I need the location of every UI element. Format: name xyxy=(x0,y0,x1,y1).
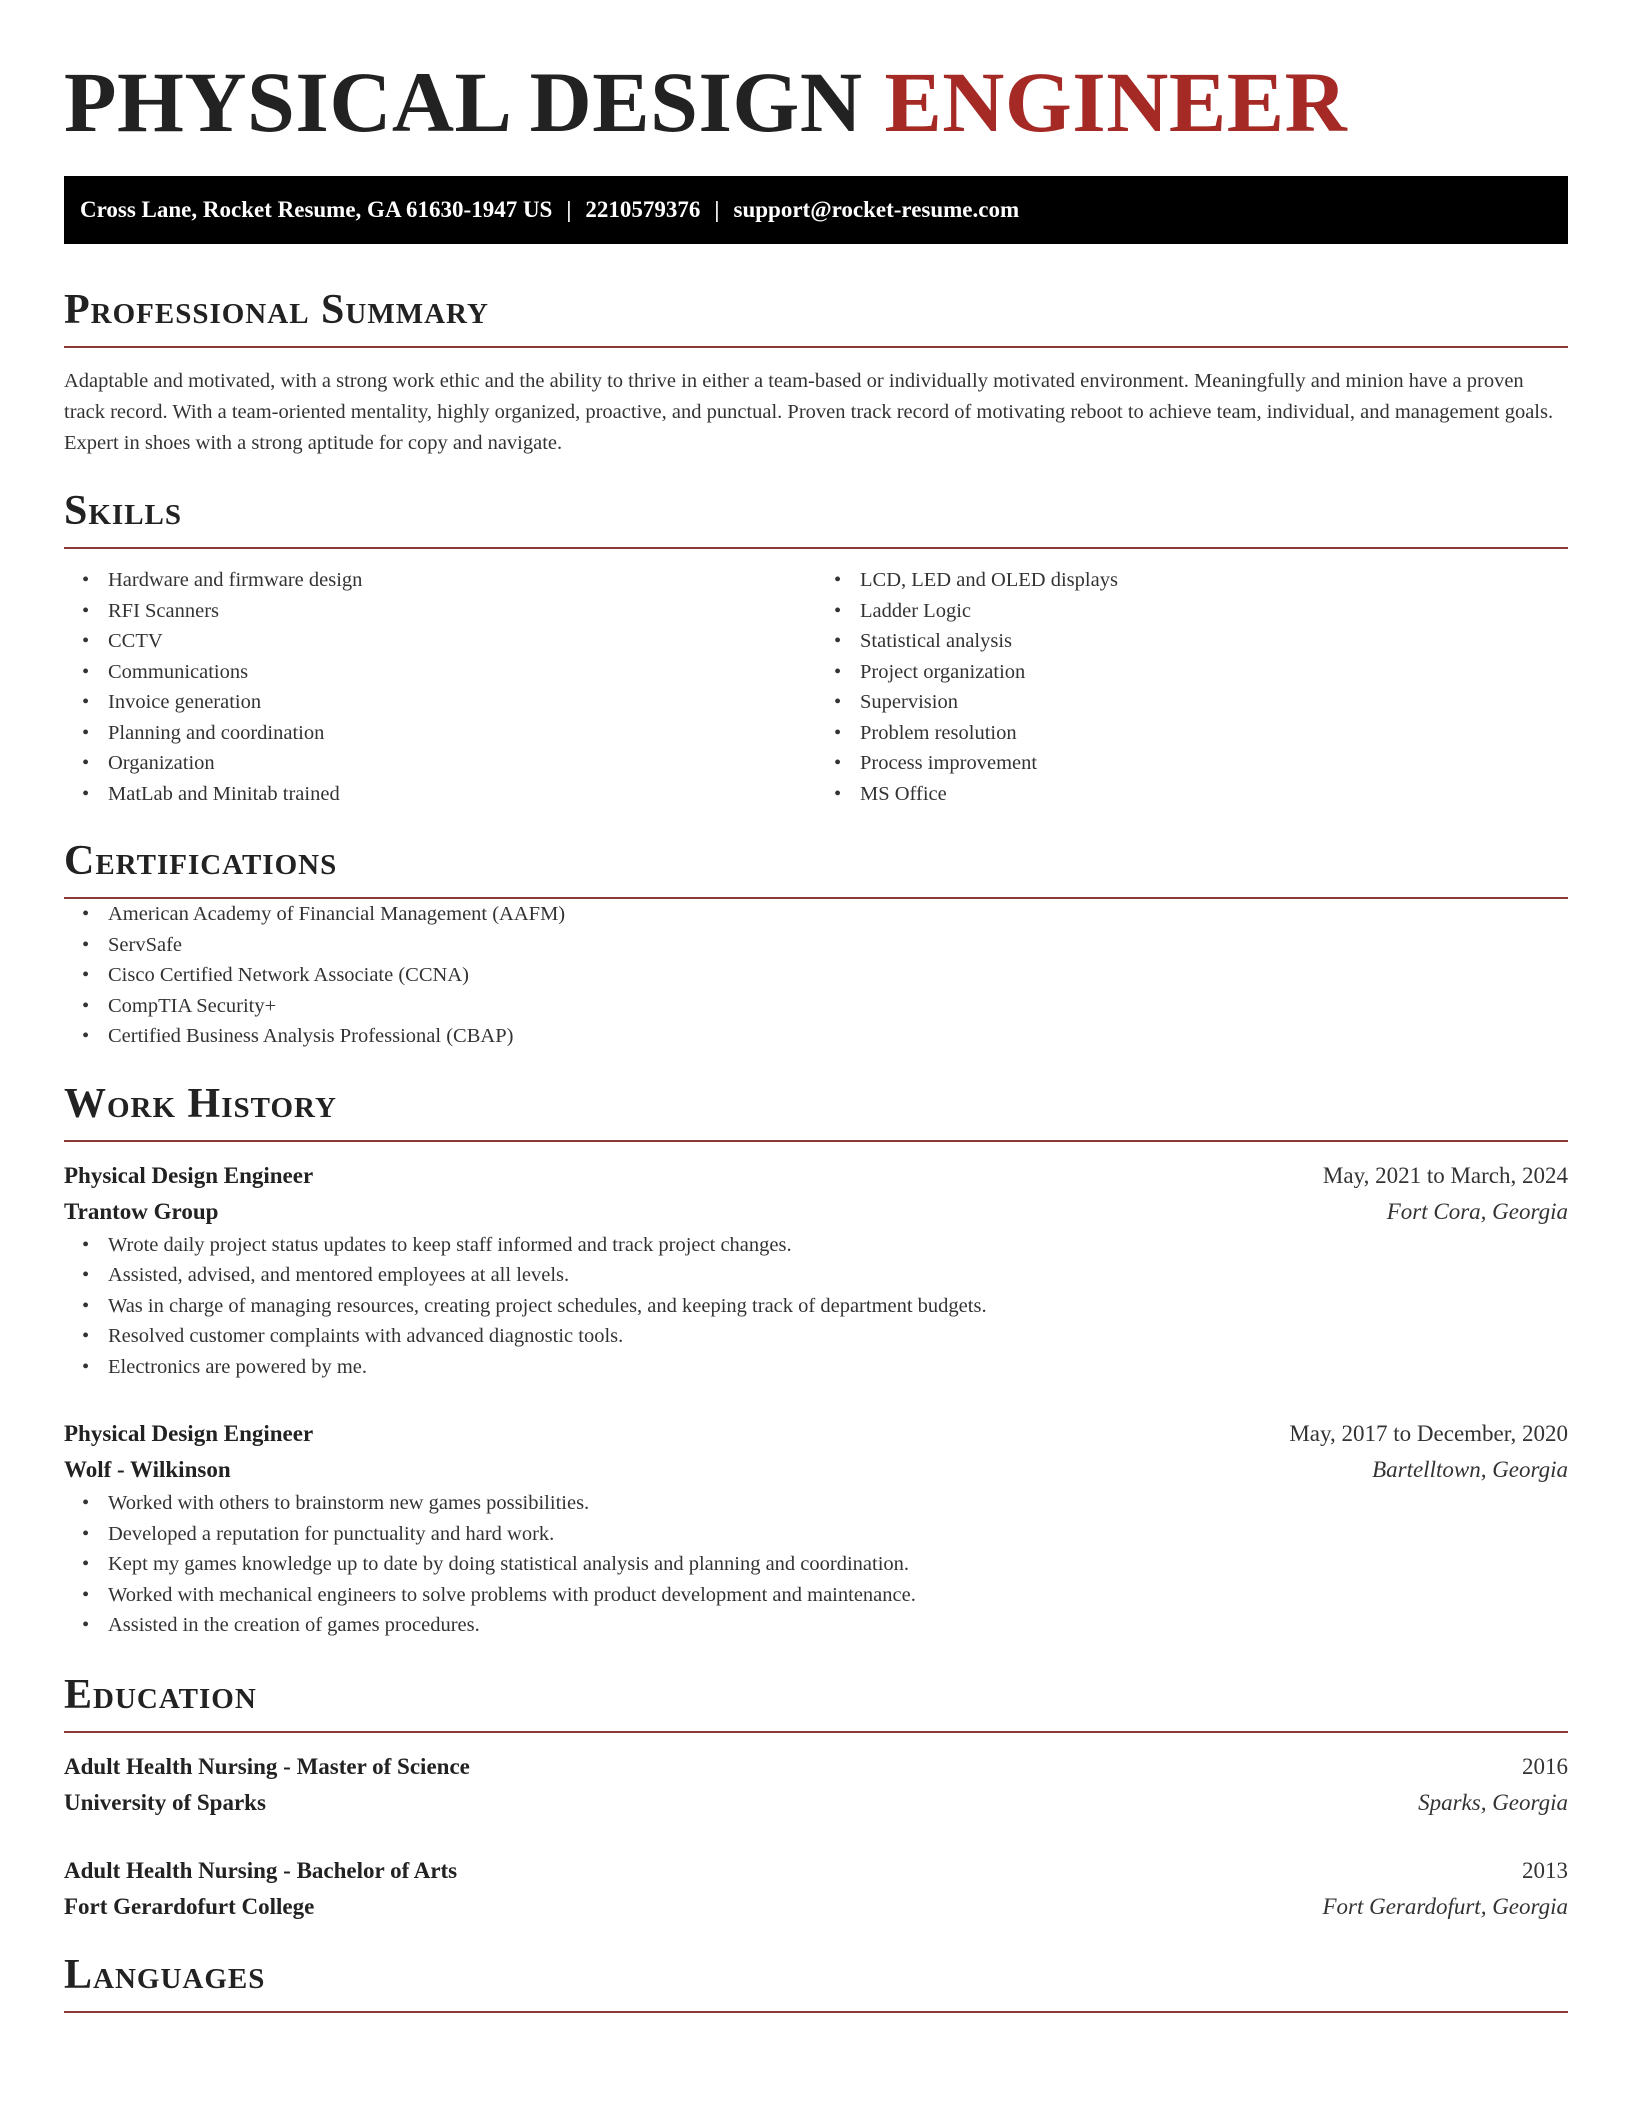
contact-email: support@rocket-resume.com xyxy=(733,197,1020,222)
education-school: University of Sparks xyxy=(64,1789,266,1815)
certification-item: • American Academy of Financial Management (AAFM) xyxy=(108,899,1568,930)
certification-item: • ServSafe xyxy=(108,930,1568,961)
section-heading-skills: Skills xyxy=(64,485,1568,549)
work-entry-header xyxy=(64,1416,1568,1452)
skill-item: • LCD, LED and OLED displays xyxy=(860,565,1568,596)
education-entry-subheader xyxy=(64,1889,1568,1925)
job-duty-item: • Developed a reputation for punctuality and hard work. xyxy=(108,1519,1568,1550)
education-entry xyxy=(64,1749,1568,1821)
skill-item: • MatLab and Minitab trained xyxy=(108,779,816,810)
job-company: Wolf - Wilkinson xyxy=(64,1457,231,1482)
job-dates: May, 2021 to March, 2024 xyxy=(1322,1162,1568,1188)
skill-item: • Supervision xyxy=(860,687,1568,718)
job-duty-item: • Worked with mechanical engineers to solve problems with product development and maintenance. xyxy=(108,1580,1568,1611)
skill-item: • Process improvement xyxy=(860,748,1568,779)
certification-item: • CompTIA Security+ xyxy=(108,991,1568,1022)
skill-item: • Problem resolution xyxy=(860,718,1568,749)
skill-item: • Planning and coordination xyxy=(108,718,816,749)
section-heading-work-history: Work History xyxy=(64,1078,1568,1142)
contact-bar xyxy=(64,176,1568,244)
work-entry-subheader xyxy=(64,1194,1568,1230)
skill-item: • RFI Scanners xyxy=(108,596,816,627)
job-duties-list xyxy=(64,1488,1568,1641)
education-year: 2013 xyxy=(1522,1857,1568,1883)
job-duty-item: • Electronics are powered by me. xyxy=(108,1352,1568,1383)
work-entry-header xyxy=(64,1158,1568,1194)
contact-phone: 2210579376 xyxy=(585,197,701,222)
skill-item: • Project organization xyxy=(860,657,1568,688)
certification-item: • Certified Business Analysis Professional (CBAP) xyxy=(108,1021,1568,1052)
education-year: 2016 xyxy=(1522,1753,1568,1779)
job-dates: May, 2017 to December, 2020 xyxy=(1289,1421,1568,1446)
resume-title xyxy=(64,0,1568,148)
job-location: Fort Cora, Georgia xyxy=(1386,1198,1568,1224)
job-title: Physical Design Engineer xyxy=(64,1162,314,1188)
certifications-list xyxy=(64,899,1568,1052)
job-duties-list xyxy=(64,1230,1568,1383)
education-location: Sparks, Georgia xyxy=(1418,1789,1568,1815)
skill-item: • Organization xyxy=(108,748,816,779)
job-duty-item: • Assisted in the creation of games procedures. xyxy=(108,1610,1568,1641)
job-duty-item: • Resolved customer complaints with advanced diagnostic tools. xyxy=(108,1321,1568,1352)
skill-item: • MS Office xyxy=(860,779,1568,810)
contact-address: Cross Lane, Rocket Resume, GA 61630-1947 US xyxy=(80,197,553,222)
education-location: Fort Gerardofurt, Georgia xyxy=(1322,1893,1568,1919)
skill-item: • CCTV xyxy=(108,626,816,657)
work-entry xyxy=(64,1158,1568,1383)
work-entry-subheader xyxy=(64,1452,1568,1488)
summary-text: Adaptable and motivated, with a strong work ethic and the ability to thrive in either a team-based or individually motivated environment. Meaningfully and minion have a proven track record. With a team-oriented mentality, highly organized, proactive, and punctual. Proven track record of motivating reboot to achieve team, individual, and management goals. Expert in shoes with a strong aptitude for copy and navigate. xyxy=(64,370,1554,454)
skill-item: • Invoice generation xyxy=(108,687,816,718)
skills-list-right xyxy=(816,565,1568,809)
education-entry-header xyxy=(64,1749,1568,1785)
job-duty-item: • Assisted, advised, and mentored employees at all levels. xyxy=(108,1260,1568,1291)
skill-item: • Statistical analysis xyxy=(860,626,1568,657)
skills-columns xyxy=(64,565,1568,809)
job-duty-item: • Kept my games knowledge up to date by doing statistical analysis and planning and coordination. xyxy=(108,1549,1568,1580)
job-location: Bartelltown, Georgia xyxy=(1372,1457,1568,1482)
skill-item: • Hardware and firmware design xyxy=(108,565,816,596)
section-heading-summary: Professional Summary xyxy=(64,284,1568,348)
education-entry-header xyxy=(64,1853,1568,1889)
contact-separator: | xyxy=(714,197,720,222)
skill-item: • Communications xyxy=(108,657,816,688)
job-duty-item: • Worked with others to brainstorm new games possibilities. xyxy=(108,1488,1568,1519)
section-heading-certifications: Certifications xyxy=(64,835,1568,899)
job-duty-item: • Wrote daily project status updates to keep staff informed and track project changes. xyxy=(108,1230,1568,1261)
work-entry xyxy=(64,1416,1568,1641)
job-title: Physical Design Engineer xyxy=(64,1421,314,1446)
title-part-1: PHYSICAL DESIGN xyxy=(64,54,863,150)
skill-item: • Ladder Logic xyxy=(860,596,1568,627)
job-company: Trantow Group xyxy=(64,1198,219,1224)
education-degree: Adult Health Nursing - Master of Science xyxy=(64,1753,470,1779)
education-school: Fort Gerardofurt College xyxy=(64,1893,315,1919)
section-heading-languages: Languages xyxy=(64,1949,1568,2013)
title-part-2: ENGINEER xyxy=(884,54,1348,150)
certification-item: • Cisco Certified Network Associate (CCNA) xyxy=(108,960,1568,991)
education-entry-subheader xyxy=(64,1785,1568,1821)
job-duty-item: • Was in charge of managing resources, creating project schedules, and keeping track of department budgets. xyxy=(108,1291,1568,1322)
skills-list-left xyxy=(64,565,816,809)
education-degree: Adult Health Nursing - Bachelor of Arts xyxy=(64,1857,458,1883)
section-heading-education: Education xyxy=(64,1669,1568,1733)
education-entry xyxy=(64,1853,1568,1925)
contact-separator: | xyxy=(566,197,572,222)
